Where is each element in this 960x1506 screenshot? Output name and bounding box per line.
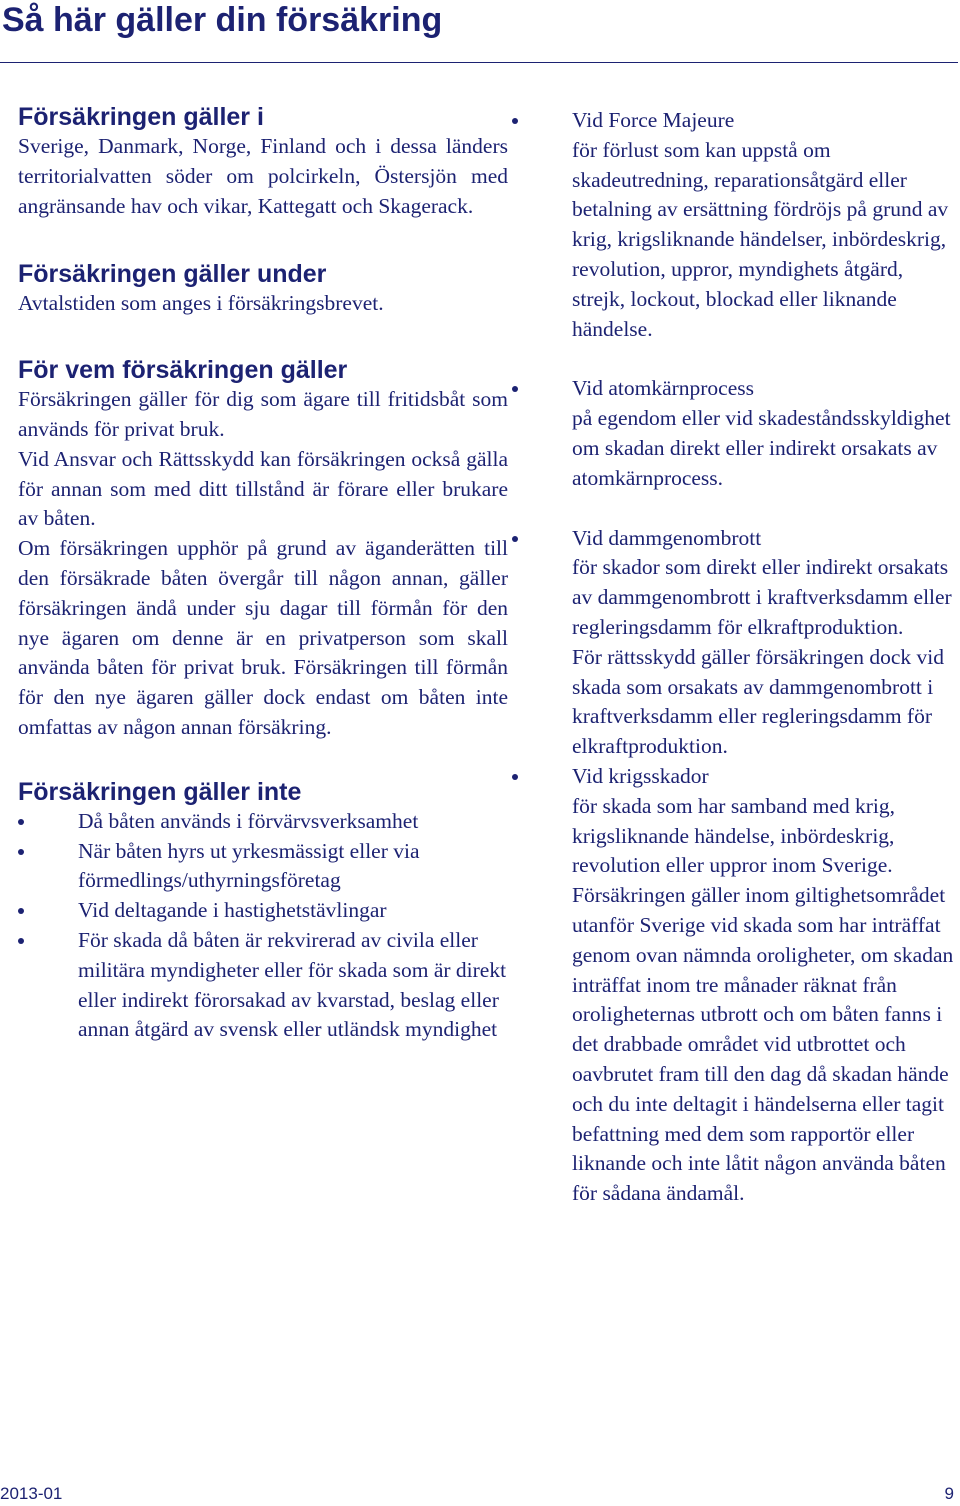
bullet-icon	[18, 849, 24, 855]
scope-text: Sverige, Danmark, Norge, Finland och i dessa länders territorialvatten söder om polcirkeln, Östersjön med angränsande hav och vikar, Kattegatt och Skagerack.	[18, 134, 508, 218]
bullet-icon	[18, 908, 24, 914]
bullet-icon	[512, 774, 518, 780]
list-item: Då båten används i förvärvsverksamhet	[18, 807, 508, 837]
footer-date: 2013-01	[0, 1484, 63, 1503]
section-heading-period: Försäkringen gäller under	[18, 260, 327, 289]
list-item: För skada då båten är rekvirerad av civila eller militära myndigheter eller för skada som är direkt eller indirekt förorsakad av kvarstad, beslag eller annan åtgärd av svensk eller utländsk myndighet	[18, 926, 508, 1045]
right-column	[512, 106, 957, 1209]
insured-paragraph-3: Om försäkringen upphör på grund av äganderätten till den försäkrade båten övergår till någon annan, gäller försäkringen ändå under sju dagar till förmån för den nye ägaren om denne är en privatperson som skall använda båten för privat bruk. Försäkringen till förmån för den nye ägaren gäller dock endast om båten inte omfattas av någon annan försäkring.	[18, 536, 508, 739]
item-heading: Vid dammgenombrott	[572, 525, 762, 550]
bullet-icon	[18, 938, 24, 944]
exclusions-list	[18, 807, 508, 1045]
section-heading-exclusions: Försäkringen gäller inte	[18, 777, 302, 806]
page-number: 9	[944, 1484, 954, 1503]
insured-paragraph-1: Försäkringen gäller för dig som ägare till fritidsbåt som används för privat bruk.	[18, 387, 508, 441]
list-item-atomic	[512, 374, 957, 493]
item-heading: Vid Force Majeure	[572, 108, 735, 132]
bullet-icon	[18, 819, 24, 825]
item-text: för förlust som kan uppstå om skadeutredning, reparationsåtgärd eller betalning av ersättning fördröjs på grund av krig, krigsliknande händelser, inbördeskrig, revolution, uppror, myndighets åtgärd, strejk, lockout, blockad eller liknande händelse.	[572, 137, 949, 341]
left-column	[18, 102, 508, 1045]
list-item: Vid deltagande i hastighetstävlingar	[18, 896, 508, 926]
item-text: för skada som har samband med krig, krigsliknande händelse, inbördeskrig, revolution eller uppror inom Sverige. Försäkringen gäller inom giltighetsområdet utanför Sverige vid skada som har inträffat genom ovan nämnda oroligheter, om skadan inträffat inom tre månader räknat från oroligheternas utbrott och om båten fanns i det drabbade området vid utbrottet och oavbrutet fram till den dag då skadan hände och du inte deltagit i händelserna eller tagit befattning med dem som rapportör eller liknande och inte låtit någon använda båten för sådana ändamål.	[572, 793, 954, 1206]
item-heading: Vid krigsskador	[572, 763, 709, 788]
section-heading-scope: Försäkringen gäller i	[18, 103, 264, 131]
bullet-icon	[512, 118, 518, 124]
page-title: Så här gäller din försäkring	[2, 1, 443, 39]
bullet-icon	[512, 386, 518, 392]
item-extra-text: För rättsskydd gäller försäkringen dock vid skada som orsakats av dammgenombrott i kraftverksdamm eller regleringsdamm för elkraftproduktion.	[572, 644, 944, 759]
section-heading-insured: För vem försäkringen gäller	[18, 356, 348, 385]
item-heading: Vid atomkärnprocess	[572, 376, 755, 401]
period-text: Avtalstiden som anges i försäkringsbrevet.	[18, 291, 384, 316]
list-item-war-damage	[512, 762, 957, 1209]
list-item-dam-failure	[512, 524, 957, 762]
insured-paragraph-2: Vid Ansvar och Rättsskydd kan försäkringen också gälla för annan som med ditt tillstånd är förare eller brukare av båten.	[18, 446, 508, 531]
bullet-icon	[512, 536, 518, 542]
item-text: för skador som direkt eller indirekt orsakats av dammgenombrott i kraftverksdamm eller regleringsdamm för elkraftproduktion.	[572, 555, 952, 639]
list-item: När båten hyrs ut yrkesmässigt eller via förmedlings/uthyrningsföretag	[18, 837, 508, 897]
item-text: på egendom eller vid skadeståndsskyldighet om skadan direkt eller indirekt orsakats av atomkärnprocess.	[572, 406, 951, 490]
title-divider	[0, 62, 958, 63]
list-item-force-majeure	[512, 106, 957, 344]
exclusions-continued-list	[512, 106, 957, 1209]
